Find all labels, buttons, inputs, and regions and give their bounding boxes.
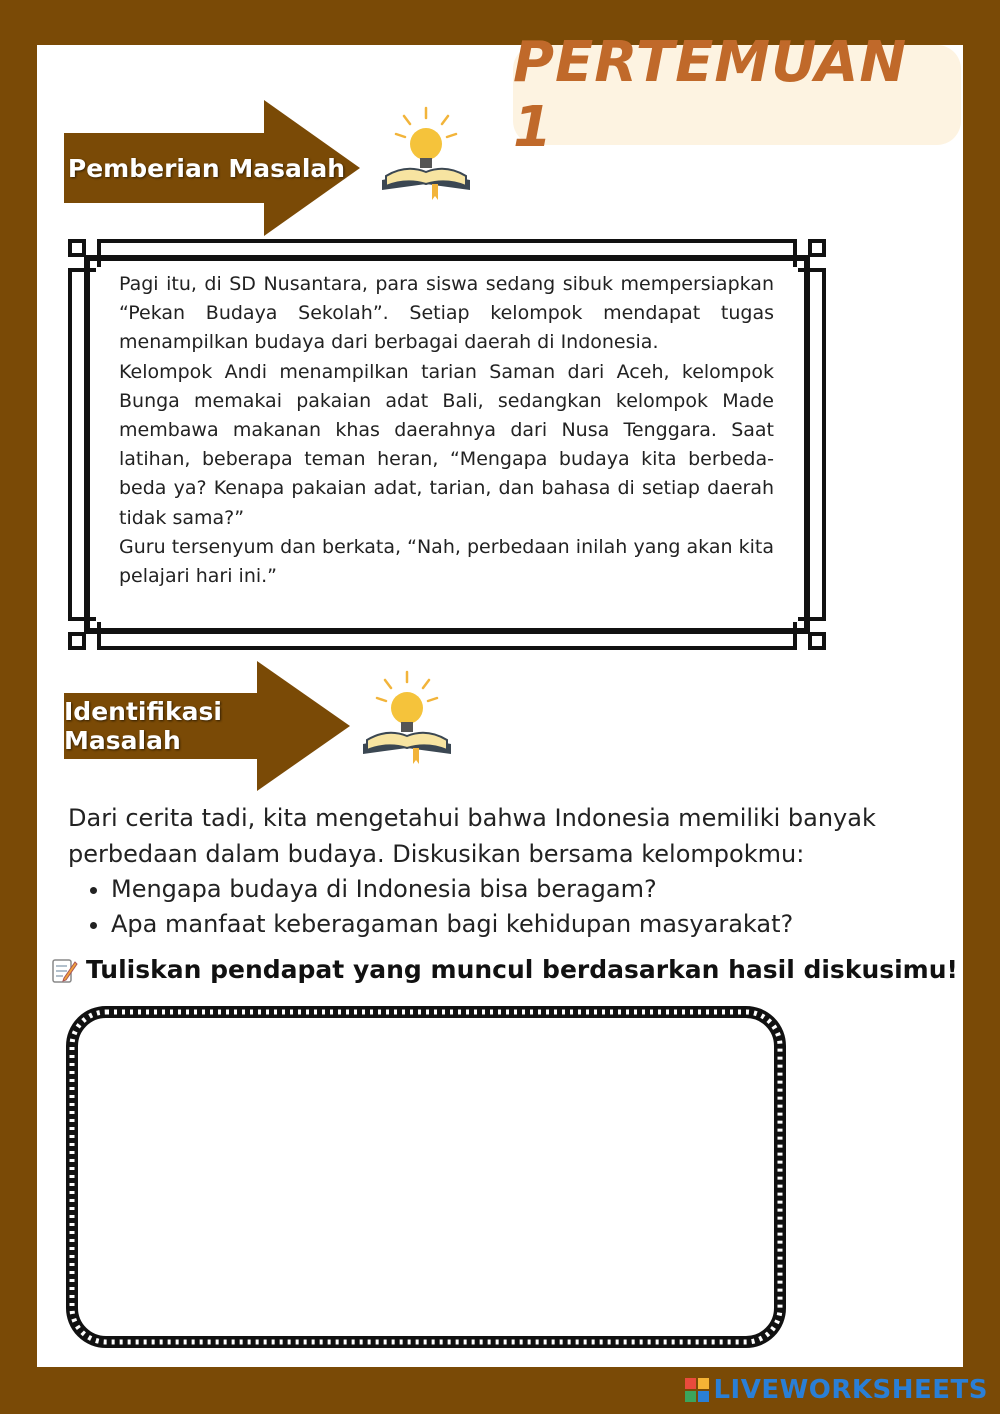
title-banner xyxy=(513,30,961,160)
question-list xyxy=(68,872,948,942)
question-item: • Apa manfaat keberagaman bagi kehidupan masyarakat? xyxy=(111,907,948,942)
instruction-text: Tuliskan pendapat yang muncul berdasarkan hasil diskusimu! xyxy=(86,955,958,984)
liveworksheets-logo-icon xyxy=(685,1378,709,1402)
footer-brand-text: LIVEWORKSHEETS xyxy=(713,1375,988,1405)
instruction xyxy=(50,955,960,984)
page-title: PERTEMUAN 1 xyxy=(513,30,908,160)
story-paragraph: Guru tersenyum dan berkata, “Nah, perbedaan inilah yang akan kita pelajari hari ini.” xyxy=(119,535,774,588)
discussion-section xyxy=(68,800,948,942)
story-paragraph: Kelompok Andi menampilkan tarian Saman dari Aceh, kelompok Bunga memakai pakaian adat Bali, sedangkan kelompok Made membawa makanan khas daerahnya dari Nusa Tenggara. Saat latihan, beberapa teman heran, “Mengapa budaya kita berbeda-beda ya? Kenapa pakaian adat, tarian, dan bahasa di setiap daerah tidak sama?” xyxy=(119,360,774,529)
section-arrow-pemberian xyxy=(64,100,364,236)
story-text xyxy=(119,270,774,591)
memo-icon xyxy=(50,956,78,984)
answer-input[interactable] xyxy=(90,1030,764,1330)
section-label: Identifikasi Masalah xyxy=(64,697,222,755)
book-lightbulb-icon xyxy=(376,104,476,207)
section-label: Pemberian Masalah xyxy=(67,153,346,183)
story-paragraph: Pagi itu, di SD Nusantara, para siswa sedang sibuk mempersiapkan “Pekan Budaya Sekolah”. Setiap kelompok mendapat tugas menampilkan budaya dari berbagai daerah di Indonesia. xyxy=(119,273,774,354)
section-arrow-identifikasi xyxy=(64,661,354,791)
discussion-intro: Dari cerita tadi, kita mengetahui bahwa Indonesia memiliki banyak perbedaan dalam budaya. Diskusikan bersama kelompokmu: xyxy=(68,804,876,868)
book-lightbulb-icon xyxy=(357,668,457,771)
footer-brand xyxy=(685,1374,988,1406)
question-item: • Mengapa budaya di Indonesia bisa beragam? xyxy=(111,872,948,907)
